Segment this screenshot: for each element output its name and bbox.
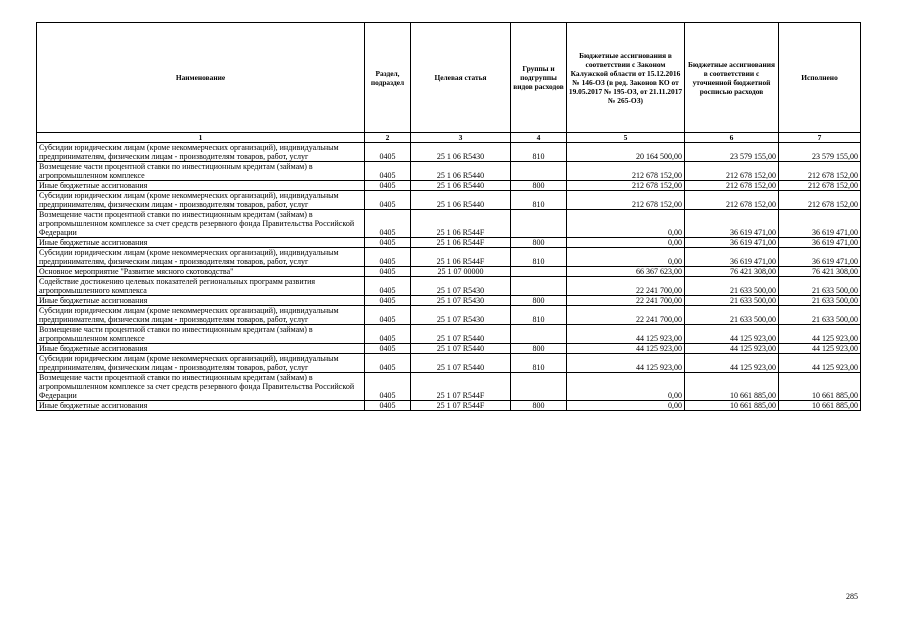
row-name: Иные бюджетные ассигнования	[37, 344, 365, 354]
row-section: 0405	[365, 296, 411, 306]
row-refined-amount: 10 661 885,00	[685, 373, 779, 401]
row-target-article: 25 1 07 R544F	[411, 373, 511, 401]
row-section: 0405	[365, 277, 411, 296]
row-section: 0405	[365, 238, 411, 248]
row-target-article: 25 1 07 R5430	[411, 296, 511, 306]
row-executed-amount: 36 619 471,00	[779, 248, 861, 267]
row-expense-group: 810	[511, 354, 567, 373]
row-refined-amount: 44 125 923,00	[685, 354, 779, 373]
row-budget-amount: 0,00	[567, 373, 685, 401]
header-executed: Исполнено	[779, 23, 861, 133]
row-refined-amount: 36 619 471,00	[685, 238, 779, 248]
table-row	[37, 181, 861, 191]
row-budget-amount: 0,00	[567, 210, 685, 238]
header-budget: Бюджетные ассигнования в соответствии с Законом Калужской области от 15.12.2016 № 146-ОЗ (в ред. Законов КО от 19.05.2017 № 195-ОЗ, от 21.11.2017 № 265-ОЗ)	[567, 23, 685, 133]
row-executed-amount: 212 678 152,00	[779, 191, 861, 210]
row-section: 0405	[365, 210, 411, 238]
column-number: 7	[779, 133, 861, 143]
row-name: Возмещение части процентной ставки по инвестиционным кредитам (займам) в агропромышленном комплексе	[37, 162, 365, 181]
row-executed-amount: 21 633 500,00	[779, 296, 861, 306]
row-target-article: 25 1 06 R544F	[411, 238, 511, 248]
column-number: 4	[511, 133, 567, 143]
row-target-article: 25 1 07 R544F	[411, 401, 511, 411]
column-number-row	[37, 133, 861, 143]
header-row	[37, 23, 861, 133]
row-budget-amount: 66 367 623,00	[567, 267, 685, 277]
row-name: Субсидии юридическим лицам (кроме некоммерческих организаций), индивидуальным предпринимателям, физическим лицам - производителям товаров, работ, услуг	[37, 143, 365, 162]
row-budget-amount: 0,00	[567, 401, 685, 411]
row-expense-group	[511, 267, 567, 277]
row-expense-group: 800	[511, 296, 567, 306]
row-target-article: 25 1 07 R5440	[411, 354, 511, 373]
row-target-article: 25 1 07 R5440	[411, 325, 511, 344]
row-name: Субсидии юридическим лицам (кроме некоммерческих организаций), индивидуальным предпринимателям, физическим лицам - производителям товаров, работ, услуг	[37, 248, 365, 267]
column-number: 2	[365, 133, 411, 143]
row-name: Иные бюджетные ассигнования	[37, 181, 365, 191]
row-section: 0405	[365, 143, 411, 162]
header-section: Раздел, подраздел	[365, 23, 411, 133]
row-expense-group: 800	[511, 238, 567, 248]
table-row	[37, 267, 861, 277]
row-executed-amount: 44 125 923,00	[779, 354, 861, 373]
row-budget-amount: 0,00	[567, 248, 685, 267]
table-row	[37, 296, 861, 306]
header-group: Группы и подгруппы видов расходов	[511, 23, 567, 133]
row-section: 0405	[365, 162, 411, 181]
row-section: 0405	[365, 181, 411, 191]
row-executed-amount: 10 661 885,00	[779, 401, 861, 411]
row-section: 0405	[365, 306, 411, 325]
row-refined-amount: 10 661 885,00	[685, 401, 779, 411]
row-name: Основное мероприятие "Развитие мясного скотоводства"	[37, 267, 365, 277]
row-section: 0405	[365, 191, 411, 210]
row-refined-amount: 212 678 152,00	[685, 191, 779, 210]
row-budget-amount: 22 241 700,00	[567, 306, 685, 325]
budget-table	[36, 22, 861, 411]
row-name: Возмещение части процентной ставки по инвестиционным кредитам (займам) в агропромышленном комплексе за счет средств резервного фонда Правительства Российской Федерации	[37, 373, 365, 401]
page-number: 285	[846, 592, 858, 601]
row-target-article: 25 1 06 R5440	[411, 181, 511, 191]
table-row	[37, 143, 861, 162]
row-name: Возмещение части процентной ставки по инвестиционным кредитам (займам) в агропромышленном комплексе за счет средств резервного фонда Правительства Российской Федерации	[37, 210, 365, 238]
row-refined-amount: 36 619 471,00	[685, 248, 779, 267]
row-budget-amount: 212 678 152,00	[567, 191, 685, 210]
row-expense-group: 810	[511, 248, 567, 267]
header-refined: Бюджетные ассигнования в соответствии с уточненной бюджетной росписью расходов	[685, 23, 779, 133]
row-refined-amount: 23 579 155,00	[685, 143, 779, 162]
row-expense-group	[511, 162, 567, 181]
row-executed-amount: 44 125 923,00	[779, 325, 861, 344]
row-executed-amount: 21 633 500,00	[779, 306, 861, 325]
table-row	[37, 238, 861, 248]
row-target-article: 25 1 06 R544F	[411, 248, 511, 267]
row-executed-amount: 36 619 471,00	[779, 238, 861, 248]
row-expense-group: 810	[511, 191, 567, 210]
row-expense-group: 800	[511, 401, 567, 411]
row-name: Содействие достижению целевых показателей региональных программ развития агропромышленного комплекса	[37, 277, 365, 296]
table-row	[37, 373, 861, 401]
table-row	[37, 248, 861, 267]
row-section: 0405	[365, 344, 411, 354]
row-budget-amount: 44 125 923,00	[567, 344, 685, 354]
row-budget-amount: 44 125 923,00	[567, 354, 685, 373]
row-target-article: 25 1 06 R5440	[411, 162, 511, 181]
row-budget-amount: 212 678 152,00	[567, 181, 685, 191]
row-executed-amount: 23 579 155,00	[779, 143, 861, 162]
table-row	[37, 401, 861, 411]
row-expense-group: 810	[511, 306, 567, 325]
table-row	[37, 325, 861, 344]
row-refined-amount: 21 633 500,00	[685, 277, 779, 296]
row-expense-group: 810	[511, 143, 567, 162]
row-name: Возмещение части процентной ставки по инвестиционным кредитам (займам) в агропромышленном комплексе	[37, 325, 365, 344]
table-body	[37, 143, 861, 411]
row-target-article: 25 1 07 R5430	[411, 277, 511, 296]
row-budget-amount: 0,00	[567, 238, 685, 248]
row-target-article: 25 1 07 R5440	[411, 344, 511, 354]
column-number: 5	[567, 133, 685, 143]
row-target-article: 25 1 06 R5440	[411, 191, 511, 210]
row-expense-group: 800	[511, 344, 567, 354]
row-refined-amount: 21 633 500,00	[685, 306, 779, 325]
row-budget-amount: 20 164 500,00	[567, 143, 685, 162]
row-name: Иные бюджетные ассигнования	[37, 401, 365, 411]
row-refined-amount: 44 125 923,00	[685, 344, 779, 354]
column-number: 6	[685, 133, 779, 143]
table-row	[37, 344, 861, 354]
row-name: Субсидии юридическим лицам (кроме некоммерческих организаций), индивидуальным предпринимателям, физическим лицам - производителям товаров, работ, услуг	[37, 191, 365, 210]
row-executed-amount: 21 633 500,00	[779, 277, 861, 296]
row-target-article: 25 1 07 00000	[411, 267, 511, 277]
row-target-article: 25 1 06 R5430	[411, 143, 511, 162]
row-section: 0405	[365, 354, 411, 373]
table-row	[37, 210, 861, 238]
row-budget-amount: 22 241 700,00	[567, 277, 685, 296]
row-section: 0405	[365, 325, 411, 344]
column-number: 3	[411, 133, 511, 143]
row-refined-amount: 76 421 308,00	[685, 267, 779, 277]
row-budget-amount: 22 241 700,00	[567, 296, 685, 306]
row-expense-group	[511, 277, 567, 296]
row-refined-amount: 212 678 152,00	[685, 162, 779, 181]
table-row	[37, 277, 861, 296]
row-section: 0405	[365, 401, 411, 411]
header-name: Наименование	[37, 23, 365, 133]
row-section: 0405	[365, 267, 411, 277]
row-name: Субсидии юридическим лицам (кроме некоммерческих организаций), индивидуальным предпринимателям, физическим лицам - производителям товаров, работ, услуг	[37, 354, 365, 373]
row-expense-group	[511, 373, 567, 401]
row-executed-amount: 10 661 885,00	[779, 373, 861, 401]
row-executed-amount: 212 678 152,00	[779, 181, 861, 191]
row-refined-amount: 212 678 152,00	[685, 181, 779, 191]
row-executed-amount: 212 678 152,00	[779, 162, 861, 181]
table-row	[37, 354, 861, 373]
row-refined-amount: 21 633 500,00	[685, 296, 779, 306]
row-section: 0405	[365, 248, 411, 267]
table-row	[37, 162, 861, 181]
row-section: 0405	[365, 373, 411, 401]
row-budget-amount: 44 125 923,00	[567, 325, 685, 344]
row-name: Иные бюджетные ассигнования	[37, 238, 365, 248]
row-expense-group	[511, 210, 567, 238]
row-expense-group	[511, 325, 567, 344]
column-number: 1	[37, 133, 365, 143]
header-target: Целевая статья	[411, 23, 511, 133]
row-refined-amount: 36 619 471,00	[685, 210, 779, 238]
row-target-article: 25 1 06 R544F	[411, 210, 511, 238]
row-refined-amount: 44 125 923,00	[685, 325, 779, 344]
row-name: Иные бюджетные ассигнования	[37, 296, 365, 306]
row-name: Субсидии юридическим лицам (кроме некоммерческих организаций), индивидуальным предпринимателям, физическим лицам - производителям товаров, работ, услуг	[37, 306, 365, 325]
row-executed-amount: 44 125 923,00	[779, 344, 861, 354]
row-budget-amount: 212 678 152,00	[567, 162, 685, 181]
table-row	[37, 191, 861, 210]
row-expense-group: 800	[511, 181, 567, 191]
row-executed-amount: 36 619 471,00	[779, 210, 861, 238]
row-target-article: 25 1 07 R5430	[411, 306, 511, 325]
row-executed-amount: 76 421 308,00	[779, 267, 861, 277]
table-row	[37, 306, 861, 325]
